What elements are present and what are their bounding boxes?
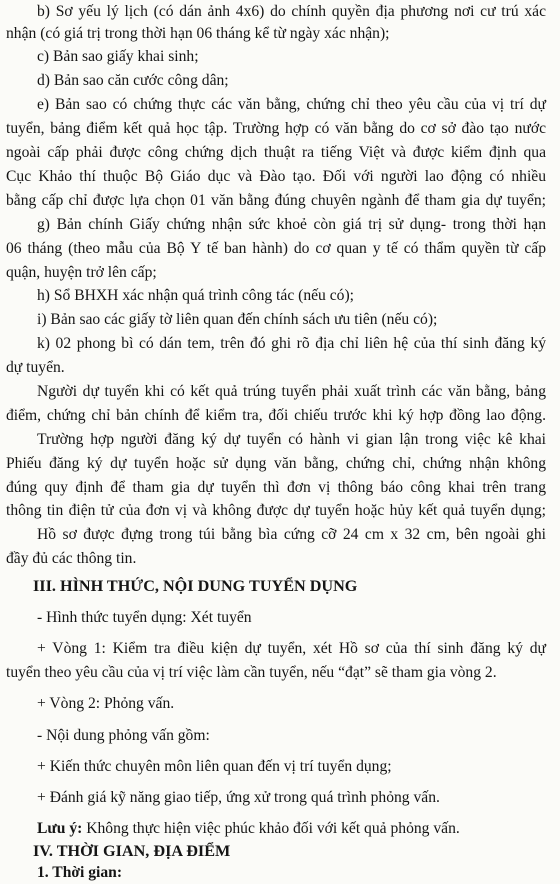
content-item-1: + Kiến thức chuyên môn liên quan đến vị trí tuyển dụng; (37, 758, 392, 775)
para-dossier-line-1: Hồ sơ được đựng trong túi bằng bìa cứng cỡ 24 cm x 32 cm, bên ngoài ghi (37, 526, 546, 543)
item-i: i) Bản sao các giấy tờ liên quan đến chính sách ưu tiên (nếu có); (37, 311, 438, 328)
round-1-line-2: tuyển theo yêu cầu của vị trí việc làm cần tuyển, nếu “đạt” sẽ tham gia vòng 2. (6, 664, 497, 681)
recruit-form: - Hình thức tuyển dụng: Xét tuyển (37, 609, 252, 626)
section-4-sub-1: 1. Thời gian: (37, 864, 123, 881)
item-e-line-5: bằng cấp chỉ được lựa chọn 01 văn bằng đúng chuyên ngành để tham gia dự tuyển; (6, 192, 546, 209)
item-h: h) Sổ BHXH xác nhận quá trình công tác (nếu có); (37, 287, 354, 304)
para-fraud-line-4: thông tin điện tử của đơn vị và không được dự tuyển hoặc hủy kết quả tuyển dụng; (6, 502, 546, 519)
para-fraud-line-3: đúng quy định để tham gia dự tuyển thì đơn vị thông báo công khai trên trang (6, 479, 546, 496)
item-b-line-1: b) Sơ yếu lý lịch (có dán ảnh 4x6) do chính quyền địa phương nơi cư trú xác (37, 3, 546, 20)
item-g-line-1: g) Bản chính Giấy chứng nhận sức khoẻ còn giá trị sử dụng- trong thời hạn (37, 216, 546, 233)
item-e-line-4: Cục Khảo thí thuộc Bộ Giáo dục và Đào tạo. Đối với người lao động có nhiều (6, 168, 546, 185)
item-k-line-1: k) 02 phong bì có dán tem, trên đó ghi rõ địa chỉ liên hệ của thí sinh đăng ký (37, 335, 546, 352)
round-1-line-1: + Vòng 1: Kiểm tra điều kiện dự tuyển, xét Hồ sơ của thí sinh đăng ký dự (37, 640, 546, 657)
note-label: Lưu ý: (37, 820, 83, 837)
para-result-line-1: Người dự tuyển khi có kết quả trúng tuyển phải xuất trình các văn bằng, bảng (37, 383, 546, 400)
section-4-heading: IV. THỜI GIAN, ĐỊA ĐIỂM (33, 842, 231, 860)
para-fraud-line-2: Phiếu đăng ký dự tuyển hoặc sử dụng văn bằng, chứng chỉ, chứng nhận không (6, 455, 546, 472)
note-text: Không thực hiện việc phúc khảo đối với kết quả phỏng vấn. (82, 820, 460, 837)
para-dossier-line-2: đầy đủ các thông tin. (6, 550, 137, 567)
section-3-heading: III. HÌNH THỨC, NỘI DUNG TUYỂN DỤNG (33, 577, 358, 595)
item-e-line-3: ngoài cấp phải được công chứng dịch thuật ra tiếng Việt và được kiểm định qua (6, 144, 546, 161)
item-d: d) Bản sao căn cước công dân; (37, 72, 229, 89)
para-result-line-2: điểm, chứng chỉ bản chính để kiểm tra, đối chiếu trước khi ký hợp đồng lao động. (6, 407, 546, 424)
item-c: c) Bản sao giấy khai sinh; (37, 48, 199, 65)
item-b-line-2: nhận (có giá trị trong thời hạn 06 tháng kể từ ngày xác nhận); (6, 25, 390, 42)
para-fraud-line-1: Trường hợp người đăng ký dự tuyển có hành vi gian lận trong việc kê khai (37, 431, 546, 448)
content-item-2: + Đánh giá kỹ năng giao tiếp, ứng xử trong quá trình phỏng vấn. (37, 789, 440, 806)
item-g-line-2: 06 tháng (theo mẫu của Bộ Y tế ban hành) do cơ quan y tế có thẩm quyền từ cấp (6, 240, 546, 257)
item-e-line-2: tuyển, bảng điểm kết quả học tập. Trường hợp có văn bằng do cơ sở đào tạo nước (6, 120, 546, 137)
note-line (37, 818, 460, 840)
item-e-line-1: e) Bản sao có chứng thực các văn bằng, chứng chỉ theo yêu cầu của vị trí dự (37, 96, 546, 113)
round-2: + Vòng 2: Phỏng vấn. (37, 695, 175, 712)
item-g-line-3: quận, huyện trở lên cấp; (6, 264, 157, 281)
content-intro: - Nội dung phỏng vấn gồm: (37, 727, 210, 744)
item-k-line-2: dự tuyển. (6, 359, 65, 376)
